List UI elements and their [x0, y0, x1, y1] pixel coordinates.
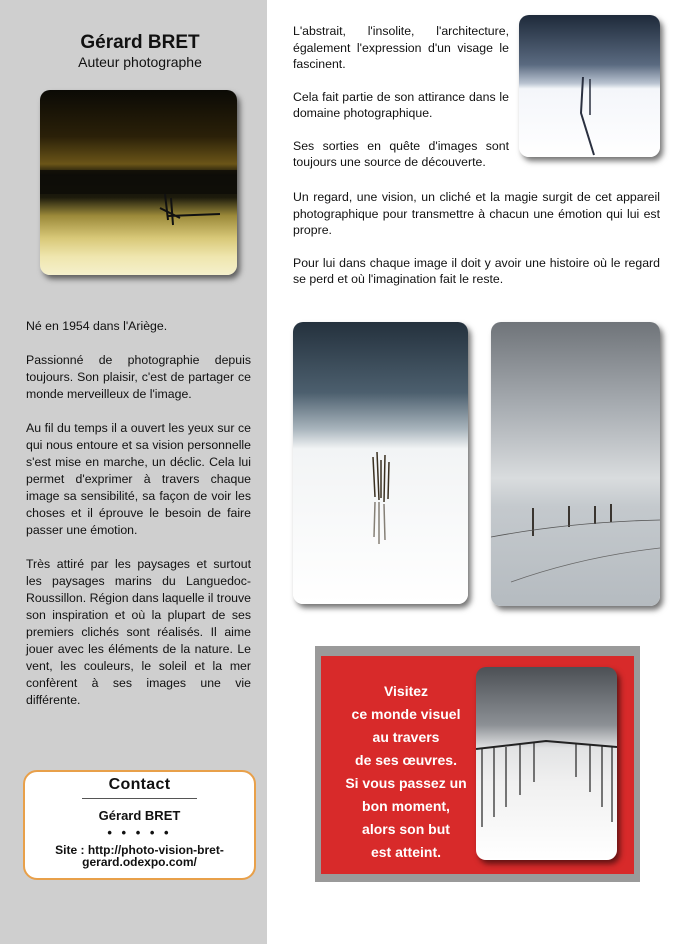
contact-card: [23, 770, 256, 880]
promo-line: Visitez: [383, 683, 429, 699]
contact-divider: [82, 798, 197, 799]
main-paragraph: Cela fait partie de son attirance dans le domaine photographique.: [293, 89, 509, 120]
photo-snow-post: [519, 15, 660, 157]
bio-paragraph: Au fil du temps il a ouvert les yeux sur ce qui nous entoure et sa vision personnelle s'est mise en marche, un déclic. Cela lui permet d'exprimer à travers chaque image sa sensibilité, sa façon de voir les choses et il éprouve le besoin de faire passer une émotion.: [26, 421, 251, 537]
contact-title: Contact: [108, 776, 171, 793]
promo-line: de ses œuvres.: [355, 752, 457, 768]
contact-site-link[interactable]: Site : http://photo-vision-bret-gerard.odexpo.com/: [55, 843, 224, 869]
promo-line: Si vous passez un: [345, 775, 467, 791]
bio-paragraph: Passionné de photographie depuis toujours. Son plaisir, c'est de partager ce monde merveilleux de l'image.: [26, 353, 251, 401]
bio-text: [26, 318, 251, 726]
bio-paragraph: Né en 1954 dans l'Ariège.: [26, 319, 168, 333]
main-text-top: [293, 23, 509, 171]
promo-line: est atteint.: [370, 844, 441, 860]
promo-line: bon moment,: [362, 798, 450, 814]
main-text-bottom: [293, 189, 660, 288]
photo-sunset-lake: [40, 90, 237, 275]
author-name: Gérard BRET: [80, 32, 200, 53]
photo-pier-fog: [476, 667, 617, 860]
promo-text: [331, 680, 481, 864]
promo-line: au travers: [372, 729, 440, 745]
main-paragraph: Un regard, une vision, un cliché et la magie surgit de cet appareil photographique pour transmettre à chacun une émotion qui lui est propre.: [293, 190, 660, 237]
contact-name: Gérard BRET: [98, 808, 181, 823]
promo-line: ce monde visuel: [351, 706, 461, 722]
main-paragraph: Pour lui dans chaque image il doit y avoir une histoire où le regard se perd et où l'imagination fait le reste.: [293, 255, 660, 286]
contact-dots: • • • • •: [107, 825, 172, 840]
bio-paragraph: Très attiré par les paysages et surtout les paysages marins du Languedoc-Roussillon. Région dans laquelle il trouve son inspiration et où la plupart de ses premiers clichés sont réalisés. Il aime jouer avec les éléments de la nature. Le vent, les couleurs, le soleil et la mer confèrent à ses images une vie différente.: [26, 557, 251, 707]
author-role: Auteur photographe: [78, 54, 202, 70]
main-paragraph: L'abstrait, l'insolite, l'architecture, également l'expression d'un visage le fascinent.: [293, 24, 509, 71]
main-paragraph: Ses sorties en quête d'images sont toujours une source de découverte.: [293, 138, 509, 169]
photo-reeds-reflection: [293, 322, 468, 604]
promo-line: alors son but: [362, 821, 450, 837]
photo-posts-cloudy-sea: [491, 322, 660, 606]
